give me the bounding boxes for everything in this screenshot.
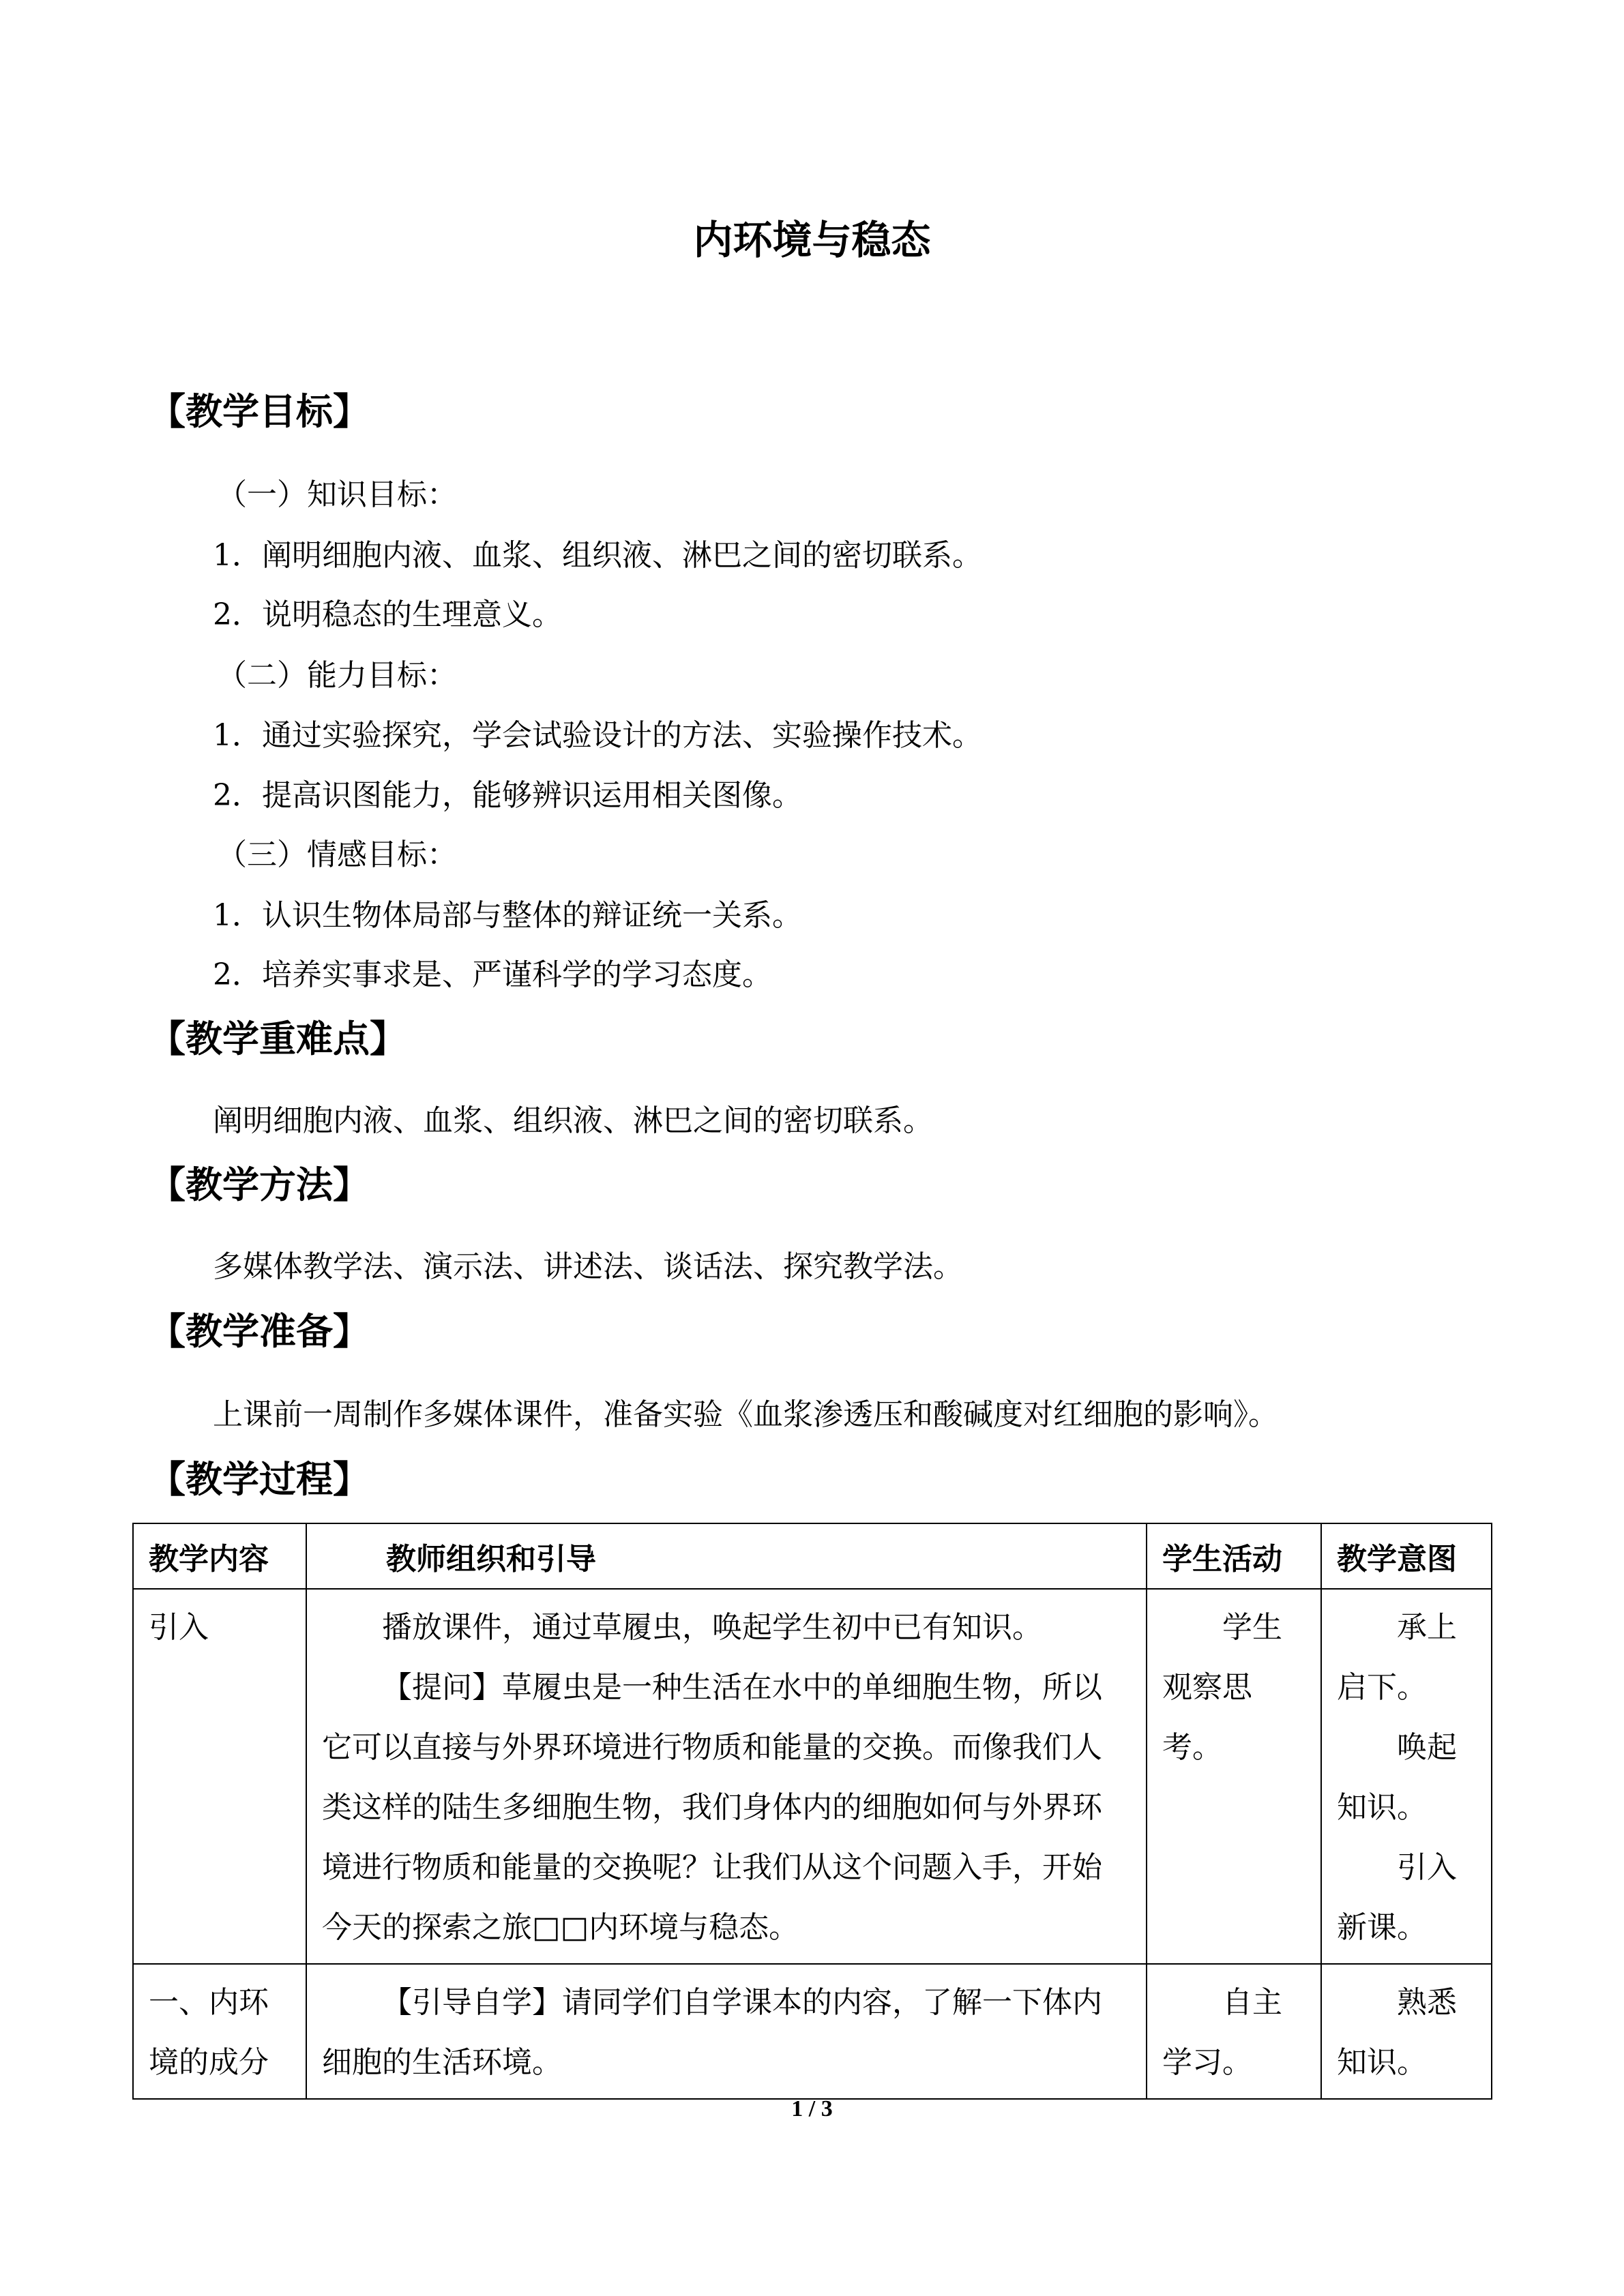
intent-paragraph: 唤起知识。 xyxy=(1337,1730,1457,1825)
header-student: 学生活动 xyxy=(1147,1523,1321,1589)
knowledge-label: （一）知识目标： xyxy=(217,477,457,512)
row-intent xyxy=(1321,1964,1492,2099)
knowledge-item-2: 2．说明稳态的生理意义。 xyxy=(213,597,562,632)
page-title: 内环境与稳态 xyxy=(693,217,931,263)
header-intent: 教学意图 xyxy=(1321,1523,1492,1589)
row-content: 一、内环境的成分 xyxy=(133,1964,306,2099)
teacher-paragraph: 【提问】草履虫是一种生活在水中的单细胞生物，所以它可以直接与外界环境进行物质和能量的交换。而像我们人类这样的陆生多细胞生物，我们身体内的细胞如何与外界环境进行物质和能量的交换呢？让我们从这个问题入手，开始今天的探索之旅□□内环境与稳态。 xyxy=(322,1670,1102,1945)
row-intent xyxy=(1321,1589,1492,1964)
process-heading: 【教学过程】 xyxy=(149,1458,370,1501)
table-header-row xyxy=(133,1523,1492,1589)
ability-item-2: 2．提高识图能力，能够辨识运用相关图像。 xyxy=(213,778,802,813)
methods-text: 多媒体教学法、演示法、讲述法、谈话法、探究教学法。 xyxy=(213,1249,963,1284)
teacher-paragraph: 【引导自学】请同学们自学课本的内容，了解一下体内细胞的生活环境。 xyxy=(322,1985,1102,2080)
preparation-text: 上课前一周制作多媒体课件，准备实验《血浆渗透压和酸碱度对红细胞的影响》。 xyxy=(213,1397,1278,1432)
header-content: 教学内容 xyxy=(133,1523,306,1589)
table-row xyxy=(133,1589,1492,1964)
row-teacher xyxy=(306,1964,1147,2099)
emotion-item-2: 2．培养实事求是、严谨科学的学习态度。 xyxy=(213,957,772,992)
ability-item-1: 1．通过实验探究，学会试验设计的方法、实验操作技术。 xyxy=(213,718,982,753)
page-number: 1 / 3 xyxy=(791,2096,833,2121)
key-points-text: 阐明细胞内液、血浆、组织液、淋巴之间的密切联系。 xyxy=(213,1103,933,1138)
teaching-process-table xyxy=(132,1523,1492,2100)
table-row xyxy=(133,1964,1492,2099)
intent-paragraph: 熟悉知识。 xyxy=(1337,1985,1457,2080)
methods-heading: 【教学方法】 xyxy=(149,1163,370,1206)
row-teacher xyxy=(306,1589,1147,1964)
objectives-heading: 【教学目标】 xyxy=(149,390,370,433)
knowledge-item-1: 1．阐明细胞内液、血浆、组织液、淋巴之间的密切联系。 xyxy=(213,538,982,573)
teacher-paragraph: 播放课件，通过草履虫，唤起学生初中已有知识。 xyxy=(382,1610,1042,1645)
intent-paragraph: 引入新课。 xyxy=(1337,1850,1457,1945)
preparation-heading: 【教学准备】 xyxy=(149,1310,370,1353)
row-student: 学生观察思考。 xyxy=(1147,1589,1321,1964)
key-points-heading: 【教学重难点】 xyxy=(149,1017,407,1060)
row-student: 自主学习。 xyxy=(1147,1964,1321,2099)
ability-label: （二）能力目标： xyxy=(217,658,457,693)
row-content: 引入 xyxy=(133,1589,306,1964)
header-teacher: 教师组织和引导 xyxy=(306,1523,1147,1589)
intent-paragraph: 承上启下。 xyxy=(1337,1610,1457,1705)
emotion-item-1: 1．认识生物体局部与整体的辩证统一关系。 xyxy=(213,898,802,933)
emotion-label: （三）情感目标： xyxy=(217,837,457,872)
